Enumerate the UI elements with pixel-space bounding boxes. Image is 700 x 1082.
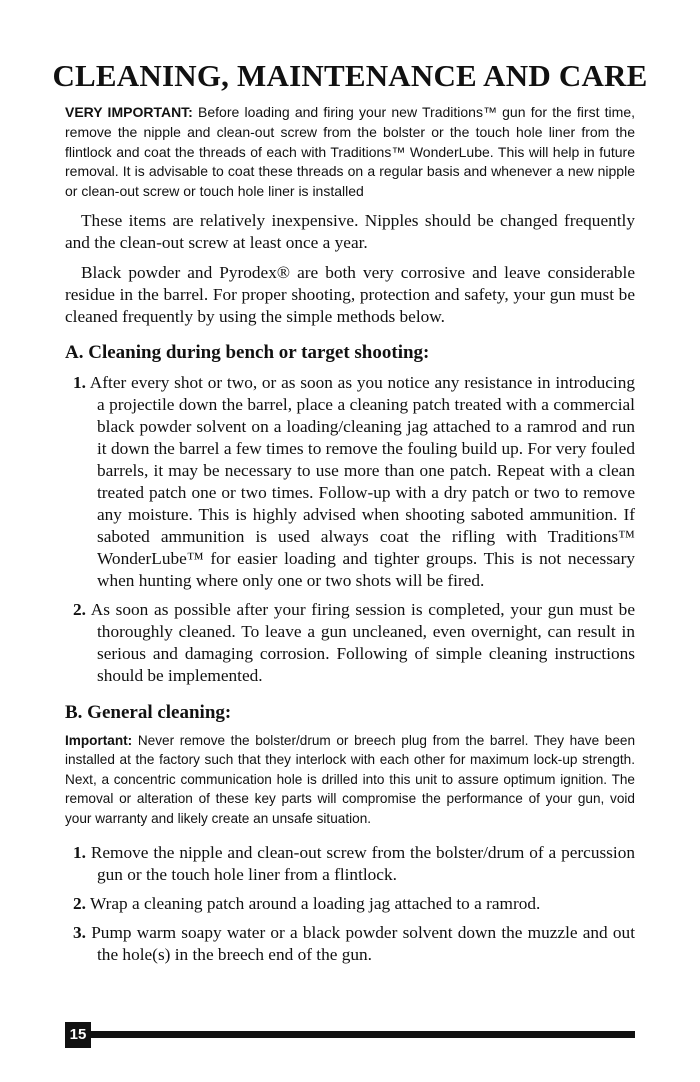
list-item-text: Wrap a cleaning patch around a loading jag attached to a ramrod. (89, 894, 541, 914)
page-number: 15 (65, 1022, 91, 1048)
section-b-heading: B. General cleaning: (65, 701, 232, 723)
page-title: CLEANING, MAINTENANCE AND CARE (52, 58, 648, 93)
list-item-text: Remove the nipple and clean-out screw from the bolster/drum of a percussion gun or the touch hole liner from a flintlock. (90, 843, 635, 885)
list-item-text: As soon as possible after your firing session is completed, your gun must be thoroughly cleaned. To leave a gun uncleaned, even overnight, can result in serious and damaging corrosion. Following of simple cleaning instructions should be implemented. (90, 599, 635, 685)
list-item-text: Pump warm soapy water or a black powder solvent down the muzzle and out the hole(s) in the breech end of the gun. (91, 923, 635, 965)
list-item (65, 372, 635, 592)
list-item-body (65, 922, 635, 966)
footer-rule (91, 1031, 635, 1038)
body-paragraph-2: Black powder and Pyrodex® are both very corrosive and leave considerable residue in the barrel. For proper shooting, protection and safety, your gun must be cleaned frequently by using the simple methods below. (65, 262, 635, 326)
intro-text: Before loading and firing your new Traditions™ gun for the first time, remove the nipple and clean-out screw from the bolster or the touch hole liner from the flintlock and coat the threads of each with Traditions™ WonderLube. This will help in future removal. It is advisable to coat these threads on a regular basis and whenever a new nipple or clean-out screw or touch hole liner is installed (65, 104, 635, 200)
list-item-body (65, 842, 635, 886)
list-item (65, 893, 635, 915)
important-text: Never remove the bolster/drum or breech plug from the barrel. They have been installed at the factory such that they interlock with each other for maximum lock-up strength. Next, a concentric communication hole is drilled into this unit to assure optimum ignition. The removal or alteration of these key parts will compromise the performance of your gun, void your warranty and likely create an unsafe situation. (65, 732, 635, 826)
important-label: Important: (65, 732, 133, 748)
intro-paragraph (65, 103, 635, 202)
list-item-number: 2. (73, 599, 86, 619)
list-item-body (65, 372, 635, 592)
body-paragraph-1: These items are relatively inexpensive. Nipples should be changed frequently and the clean-out screw at least once a year. (65, 210, 635, 252)
list-item-number: 3. (73, 923, 86, 943)
section-a-heading: A. Cleaning during bench or target shooting: (65, 341, 430, 363)
list-item-body (65, 599, 635, 687)
list-item (65, 842, 635, 886)
list-item (65, 922, 635, 966)
section-a-list (65, 372, 635, 687)
list-item (65, 599, 635, 687)
important-note (65, 731, 635, 828)
list-item-number: 1. (73, 843, 86, 863)
list-item-text: After every shot or two, or as soon as you notice any resistance in introducing a projectile down the barrel, place a cleaning patch treated with a commercial black powder solvent on a loading/cleaning jag attached to a ramrod and run it down the barrel a few times to remove the fouling build up. For very fouled barrels, it may be necessary to use more than one patch. Repeat with a clean treated patch one or two times. Follow-up with a dry patch or two to remove any moisture. This is highly advised when shooting saboted ammunition. If saboted ammunition is used always coat the rifling with Traditions™ WonderLube™ for easier loading and tighter groups. This is not necessary when hunting where only one or two shots will be fired. (89, 372, 635, 590)
page-footer (65, 1022, 635, 1048)
page-content (65, 103, 635, 966)
list-item-number: 2. (73, 894, 86, 914)
section-b-list (65, 842, 635, 966)
list-item-number: 1. (73, 372, 86, 392)
intro-label: VERY IMPORTANT: (65, 104, 193, 120)
list-item-body (65, 893, 635, 915)
